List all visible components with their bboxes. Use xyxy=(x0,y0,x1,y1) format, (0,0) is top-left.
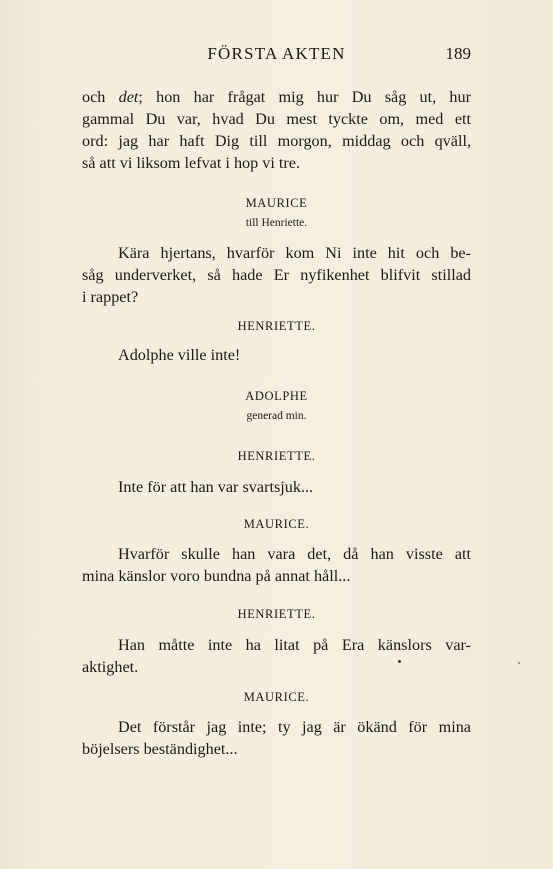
text-line: Det förstår jag inte; ty jag är ökänd för mina xyxy=(118,718,471,736)
text-line: gammal Du var, hvad Du mest tyckte om, med ett xyxy=(82,110,471,128)
stage-direction: till Henriette. xyxy=(245,217,308,229)
speaker-name: HENRIETTE. xyxy=(237,449,316,463)
stage-direction: generad min. xyxy=(246,410,307,422)
text-line: i rappet? xyxy=(82,288,139,306)
dialogue-paragraph xyxy=(82,242,471,308)
dialogue-paragraph xyxy=(82,634,471,678)
speaker-name: MAURICE. xyxy=(243,690,310,704)
running-title: FÖRSTA AKTEN xyxy=(207,44,346,63)
text-line: böjelsers beständighet... xyxy=(82,740,238,758)
text-line: så att vi liksom lefvat i hop vi tre. xyxy=(82,154,301,172)
text-line: och det; hon har frågat mig hur Du såg ut, hur xyxy=(82,88,471,106)
text-line: såg underverket, så hade Er nyfikenhet blifvit stillad xyxy=(82,266,471,284)
text-line: Hvarför skulle han vara det, då han visste att xyxy=(118,545,471,563)
speaker-name: ADOLPHE xyxy=(245,389,308,403)
speaker-name: HENRIETTE. xyxy=(237,319,316,333)
text-line: Inte för att han var svartsjuk... xyxy=(118,478,314,496)
paper-speck xyxy=(398,660,401,663)
dialogue-paragraph xyxy=(82,543,471,587)
dialogue-paragraph xyxy=(82,716,471,760)
dialogue-paragraph xyxy=(82,476,471,498)
running-head xyxy=(0,44,553,68)
paper-speck xyxy=(518,662,520,664)
speaker-name: MAURICE xyxy=(245,196,308,210)
text-line: Kära hjertans, hvarför kom Ni inte hit och be- xyxy=(118,244,471,262)
page-number: 189 xyxy=(445,44,471,63)
text-line: ord: jag har haft Dig till morgon, middag och qväll, xyxy=(82,132,471,150)
text-line: Han måtte inte ha litat på Era känslors var- xyxy=(118,636,471,654)
opening-paragraph xyxy=(82,86,471,174)
speaker-name: HENRIETTE. xyxy=(237,607,316,621)
dialogue-paragraph xyxy=(82,344,471,366)
text-line: aktighet. xyxy=(82,658,139,676)
speaker-name: MAURICE. xyxy=(243,517,310,531)
text-line: Adolphe ville inte! xyxy=(118,346,241,364)
text-line: mina känslor voro bundna på annat håll... xyxy=(82,567,351,585)
